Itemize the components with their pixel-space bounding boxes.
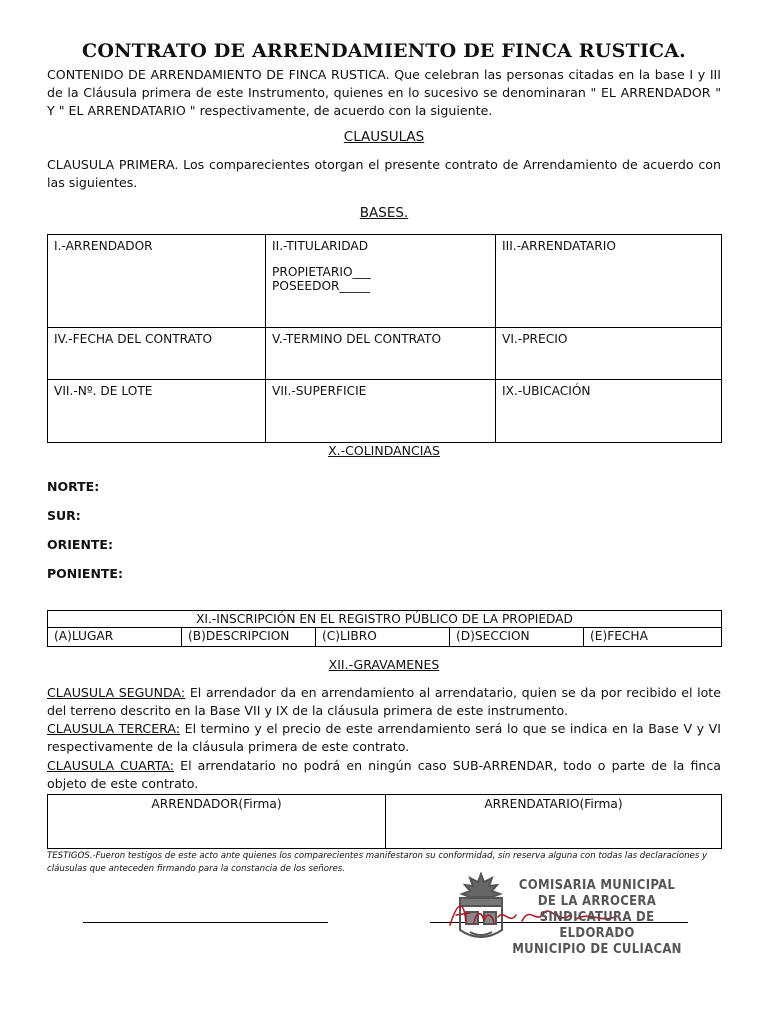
oriente-label: ORIENTE: — [47, 537, 113, 552]
sur-label: SUR: — [47, 508, 81, 523]
bases-heading: BASES. — [359, 205, 409, 221]
registro-seccion: (D)SECCION — [450, 628, 584, 647]
stamp-text: COMISARIA MUNICIPAL DE LA ARROCERA SINDICATURA DE ELDORADO MUNICIPIO DE CULIACAN — [512, 878, 682, 957]
clausula-cuarta: CLAUSULA CUARTA: El arrendatario no podrá en ningún caso SUB-ARRENDAR, todo o parte de la finca objeto de este contrato. — [47, 758, 721, 791]
gravamenes-heading: XII.-GRAVAMENES — [328, 657, 440, 672]
clausulas-heading: CLAUSULAS — [343, 129, 425, 145]
intro-paragraph: CONTENIDO DE ARRENDAMIENTO DE FINCA RUSTICA. Que celebran las personas citadas en la base I y III de la Cláusula primera de este Instrumento, quienes en lo sucesivo se denominaran " EL ARRENDADOR " Y " EL ARRENDATARIO " respectivamente, de acuerdo con la siguiente. — [47, 67, 721, 118]
base-fecha-contrato: IV.-FECHA DEL CONTRATO — [48, 328, 266, 380]
norte-label: NORTE: — [47, 479, 100, 494]
poniente-label: PONIENTE: — [47, 566, 123, 581]
registro-fecha: (E)FECHA — [584, 628, 722, 647]
firmas-table — [47, 794, 722, 849]
base-termino-contrato: V.-TERMINO DEL CONTRATO — [266, 328, 496, 380]
base-arrendador: I.-ARRENDADOR — [48, 235, 266, 328]
base-arrendatario: III.-ARRENDATARIO — [496, 235, 722, 328]
testigos-text: TESTIGOS.-Fueron testigos de este acto ante quienes los comparecientes manifestaron su conformidad, sin reserva alguna con todas las declaraciones y cláusulas que anteceden firmando para la constancia de los señores. — [47, 851, 708, 874]
base-precio: VI.-PRECIO — [496, 328, 722, 380]
registro-libro: (C)LIBRO — [316, 628, 450, 647]
base-titularidad: II.-TITULARIDAD PROPIETARIO___ POSEEDOR_____ — [266, 235, 496, 328]
propietario-option: PROPIETARIO___ — [272, 265, 371, 279]
registro-descripcion: (B)DESCRIPCION — [182, 628, 316, 647]
registro-lugar: (A)LUGAR — [48, 628, 182, 647]
colindancias-heading: X.-COLINDANCIAS — [328, 443, 440, 458]
poseedor-option: POSEEDOR_____ — [272, 279, 370, 293]
signature-line-left — [83, 922, 328, 923]
firma-arrendatario: ARRENDATARIO(Firma) — [386, 795, 722, 849]
base-ubicacion: IX.-UBICACIÓN — [496, 380, 722, 443]
firma-arrendador: ARRENDADOR(Firma) — [48, 795, 386, 849]
registro-table — [47, 610, 722, 647]
clausula-segunda: CLAUSULA SEGUNDA: El arrendador da en arrendamiento al arrendatario, quien se da por recibido el lote del terreno descrito en la Base VII y IX de la cláusula primera de este instrumento. — [47, 685, 721, 718]
clausula-tercera: CLAUSULA TERCERA: El termino y el precio de este arrendamiento será lo que se indica en la Base V y VI respectivamente de la cláusula primera de este contrato. — [47, 721, 722, 754]
registro-heading: XI.-INSCRIPCIÓN EN EL REGISTRO PÚBLICO DE LA PROPIEDAD — [48, 611, 722, 628]
base-lote: VII.-Nº. DE LOTE — [48, 380, 266, 443]
bases-table — [47, 234, 722, 443]
clausula-primera: CLAUSULA PRIMERA. Los comparecientes otorgan el presente contrato de Arrendamiento de acuerdo con las siguientes. — [47, 157, 721, 190]
base-superficie: VII.-SUPERFICIE — [266, 380, 496, 443]
document-title: CONTRATO DE ARRENDAMIENTO DE FINCA RUSTICA. — [82, 40, 686, 62]
